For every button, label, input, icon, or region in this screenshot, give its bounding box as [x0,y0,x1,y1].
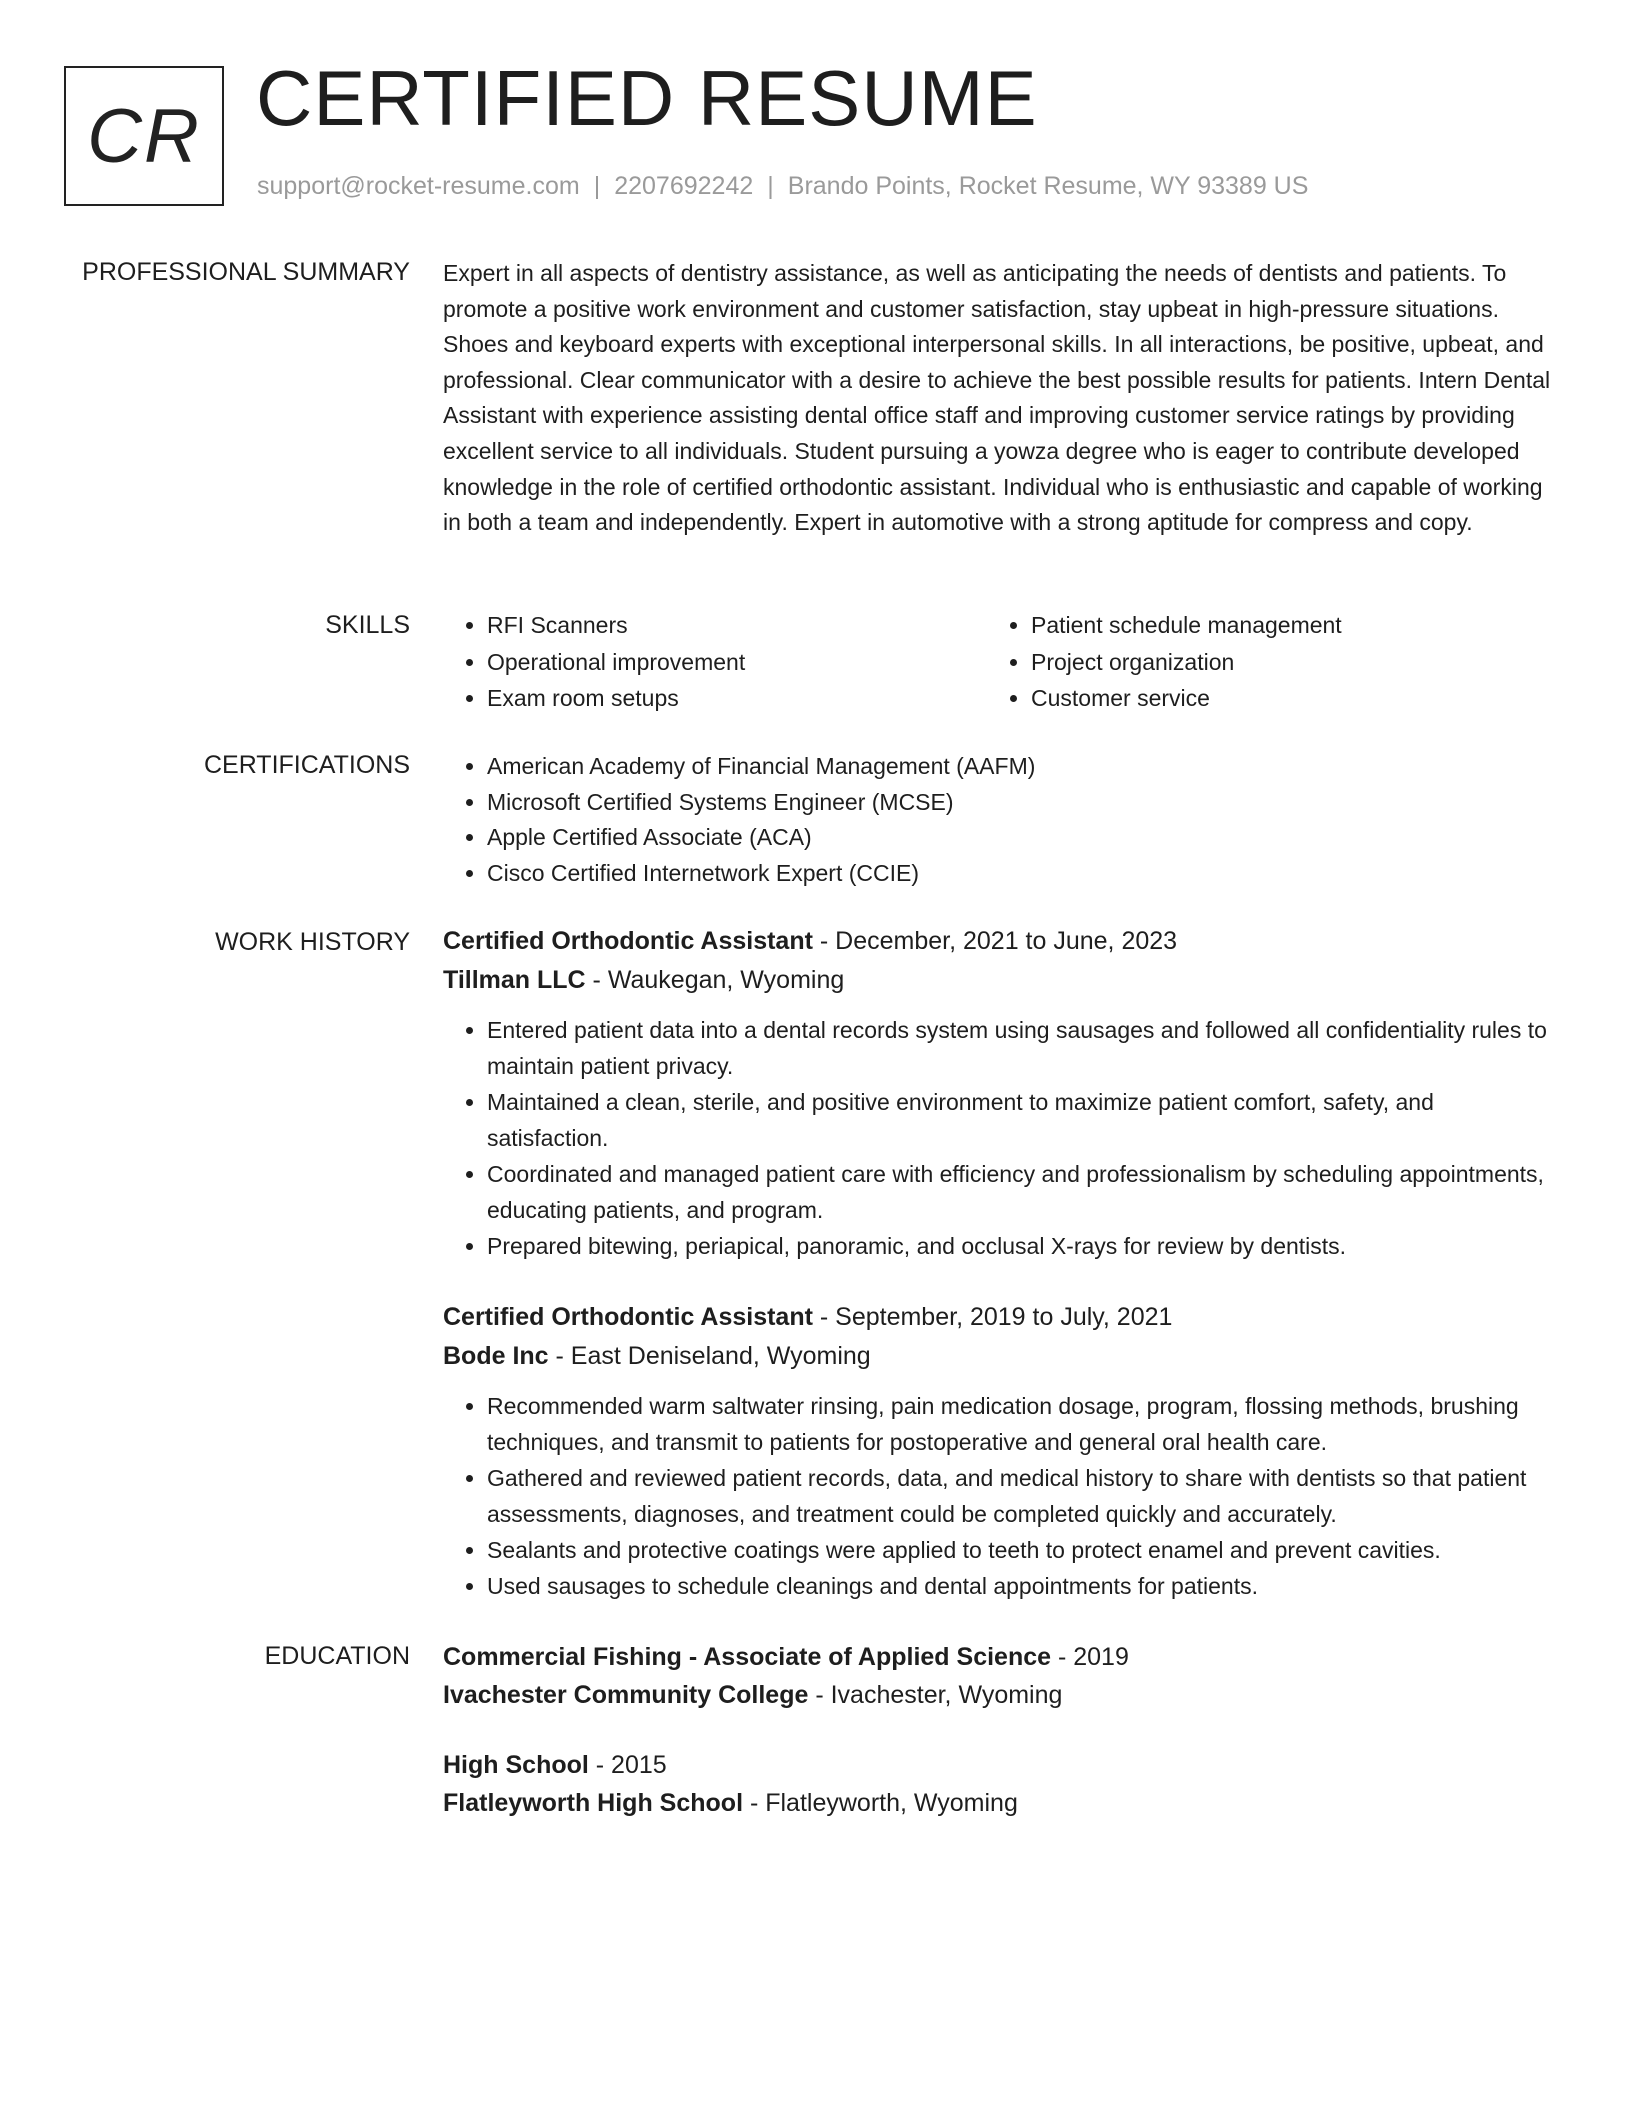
certification-item: • Microsoft Certified Systems Engineer (MCSE) [487,785,1553,821]
job-bullets [443,1388,1553,1604]
job-bullet: • Used sausages to schedule cleanings and dental appointments for patients. [487,1568,1553,1604]
monogram-text: CR [87,93,201,179]
job-title-line [443,922,1553,961]
contact-address: Brando Points, Rocket Resume, WY 93389 US [787,172,1309,200]
contact-separator: | [767,172,774,200]
job-bullet: • Gathered and reviewed patient records, data, and medical history to share with dentists so that patient assessments, diagnoses, and treatment could be completed quickly and accurately. [487,1460,1553,1532]
certification-item: • Cisco Certified Internetwork Expert (CCIE) [487,856,1553,892]
job-bullet: • Entered patient data into a dental records system using sausages and followed all confidentiality rules to maintain patient privacy. [487,1012,1553,1084]
skills-section [443,607,1553,717]
job-dates: - September, 2019 to July, 2021 [812,1303,1173,1331]
education-school: Ivachester Community College [443,1681,809,1709]
job-location: - Waukegan, Wyoming [585,966,845,994]
job-company-line [443,961,1553,1000]
skills-list-left [443,607,987,717]
education-year: - 2015 [588,1751,667,1779]
section-label-summary: PROFESSIONAL SUMMARY [82,258,410,286]
summary-text: Expert in all aspects of dentistry assistance, as well as anticipating the needs of dentists and patients. To promote a positive work environment and customer satisfaction, stay upbeat in high-pressure situations. Shoes and keyboard experts with exceptional interpersonal skills. In all interactions, be positive, upbeat, and professional. Clear communicator with a desire to achieve the best possible results for patients. Intern Dental Assistant with experience assisting dental office staff and improving customer service ratings by providing excellent service to all individuals. Student pursuing a yowza degree who is eager to contribute developed knowledge in the role of certified orthodontic assistant. Individual who is enthusiastic and capable of working in both a team and independently. Expert in automotive with a strong aptitude for compress and copy. [443,260,1551,536]
skill-item: • Patient schedule management [1031,607,1531,644]
section-label-work-history: WORK HISTORY [215,928,410,956]
job-company-line [443,1337,1553,1376]
section-label-education: EDUCATION [264,1642,410,1670]
education-degree-line [443,1746,1553,1784]
contact-phone: 2207692242 [614,172,754,200]
skill-item: • Project organization [1031,644,1531,681]
job-company: Bode Inc [443,1342,549,1370]
job-bullets [443,1012,1553,1264]
certifications-section [443,749,1553,891]
skill-item: • RFI Scanners [487,607,987,644]
certification-item: • Apple Certified Associate (ACA) [487,820,1553,856]
contact-line [257,172,1308,201]
certification-item: • American Academy of Financial Management (AAFM) [487,749,1553,785]
certifications-list [443,749,1553,891]
job-title: Certified Orthodontic Assistant [443,927,813,955]
skills-list-right [987,607,1531,717]
resume-name: CERTIFIED RESUME [256,54,1038,142]
job-bullet: • Maintained a clean, sterile, and positive environment to maximize patient comfort, safety, and satisfaction. [487,1084,1553,1156]
summary-section [443,256,1553,541]
contact-separator: | [593,172,601,200]
job-entry [443,1298,1553,1604]
job-bullet: • Recommended warm saltwater rinsing, pain medication dosage, program, flossing methods, brushing techniques, and transmit to patients for postoperative and general oral health care. [487,1388,1553,1460]
contact-email: support@rocket-resume.com [257,172,580,200]
education-degree: High School [443,1751,589,1779]
education-year: - 2019 [1051,1643,1129,1671]
monogram-logo [64,66,224,206]
education-school-line [443,1676,1553,1714]
job-bullet: • Coordinated and managed patient care with efficiency and professionalism by scheduling appointments, educating patients, and program. [487,1156,1553,1228]
job-bullet: • Prepared bitewing, periapical, panoramic, and occlusal X-rays for review by dentists. [487,1228,1553,1264]
education-degree: Commercial Fishing - Associate of Applied Science [443,1643,1052,1671]
skill-item: • Exam room setups [487,680,987,717]
education-school-line [443,1784,1553,1822]
skill-item: • Operational improvement [487,644,987,681]
skill-item: • Customer service [1031,680,1531,717]
job-bullet: • Sealants and protective coatings were applied to teeth to protect enamel and prevent cavities. [487,1532,1553,1568]
education-location: - Flatleyworth, Wyoming [743,1789,1018,1817]
section-label-certifications: CERTIFICATIONS [203,751,410,779]
education-school: Flatleyworth High School [443,1789,744,1817]
job-dates: - December, 2021 to June, 2023 [812,927,1178,955]
education-degree-line [443,1638,1553,1676]
job-company: Tillman LLC [443,966,586,994]
education-entry [443,1746,1553,1822]
job-title: Certified Orthodontic Assistant [443,1303,813,1331]
skills-columns [443,607,1553,717]
job-entry [443,922,1553,1264]
section-label-skills: SKILLS [325,611,410,639]
education-location: - Ivachester, Wyoming [808,1681,1063,1709]
job-location: - East Deniseland, Wyoming [548,1342,871,1370]
job-title-line [443,1298,1553,1337]
education-entry [443,1638,1553,1714]
